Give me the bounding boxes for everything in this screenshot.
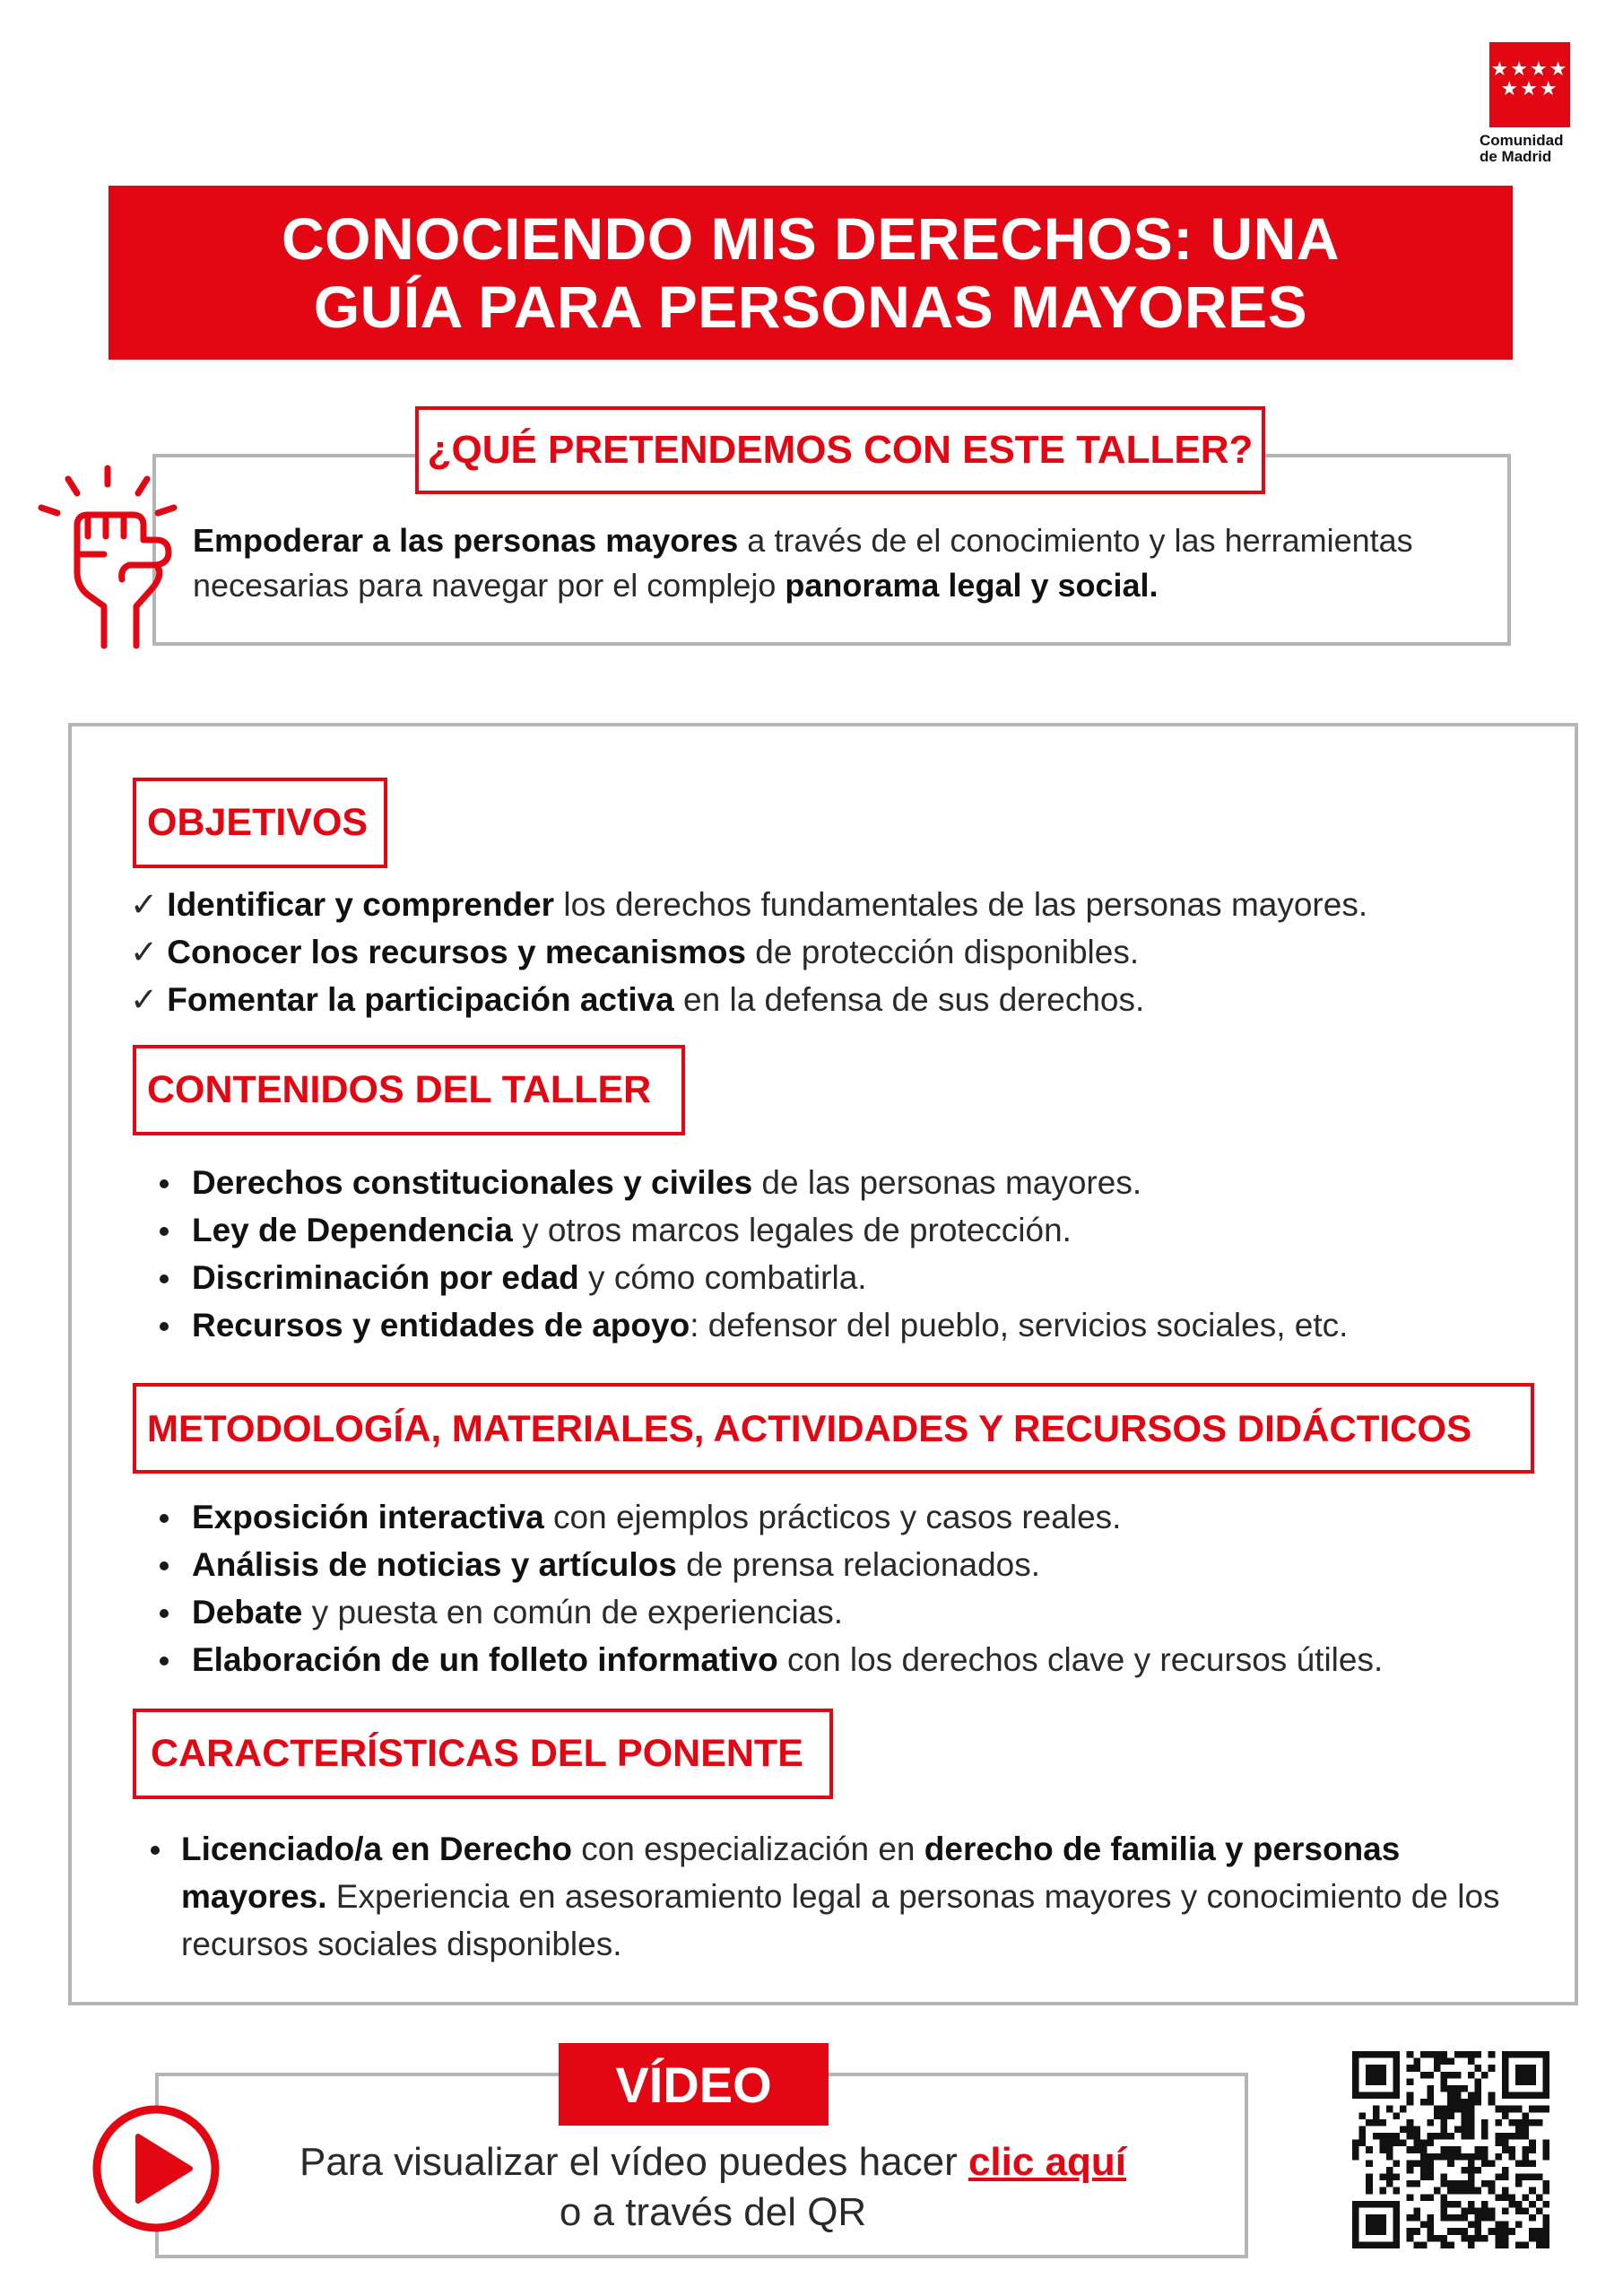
item-bold: Derechos constitucionales y civiles bbox=[192, 1164, 753, 1201]
check-icon: ✓ bbox=[130, 886, 159, 923]
item-text: con los derechos clave y recursos útiles. bbox=[777, 1641, 1384, 1678]
logo-text-line2: de Madrid bbox=[1480, 148, 1552, 165]
intro-text bbox=[193, 518, 1502, 608]
metodologia-heading: METODOLOGÍA, MATERIALES, ACTIVIDADES Y RECURSOS DIDÁCTICOS bbox=[133, 1383, 1534, 1474]
list-item bbox=[135, 1588, 1533, 1636]
list-item bbox=[130, 928, 1529, 976]
item-bold: Debate bbox=[192, 1594, 303, 1631]
metodologia-list bbox=[135, 1493, 1533, 1683]
list-item bbox=[135, 1493, 1533, 1541]
item-bold: Ley de Dependencia bbox=[192, 1212, 513, 1248]
item-bold: Elaboración de un folleto informativo bbox=[192, 1641, 778, 1678]
item-text: con ejemplos prácticos y casos reales. bbox=[543, 1499, 1122, 1535]
objetivos-heading: OBJETIVOS bbox=[133, 778, 387, 868]
item-bold: derecho de familia y personas mayores. bbox=[181, 1831, 1401, 1915]
intro-bold-2: panorama legal y social. bbox=[785, 567, 1159, 604]
item-bold: Conocer los recursos y mecanismos bbox=[167, 934, 747, 970]
title-banner bbox=[108, 186, 1513, 360]
video-text-before: Para visualizar el vídeo puedes hacer bbox=[299, 2140, 968, 2184]
item-bold: Licenciado/a en Derecho bbox=[181, 1831, 572, 1867]
comunidad-madrid-logo bbox=[1489, 42, 1570, 127]
item-bold: Discriminación por edad bbox=[192, 1259, 579, 1296]
ponente-heading: CARACTERÍSTICAS DEL PONENTE bbox=[133, 1709, 833, 1799]
item-text: de protección disponibles. bbox=[746, 934, 1140, 970]
intro-heading: ¿QUÉ PRETENDEMOS CON ESTE TALLER? bbox=[415, 406, 1265, 494]
logo-text bbox=[1480, 133, 1587, 165]
item-bold: Recursos y entidades de apoyo bbox=[192, 1307, 690, 1344]
list-item bbox=[130, 881, 1529, 928]
logo-stars: ★★★★ ★★★ bbox=[1490, 58, 1569, 100]
list-item bbox=[135, 1254, 1533, 1301]
video-text bbox=[233, 2137, 1193, 2238]
item-text: : defensor del pueblo, servicios sociales, etc. bbox=[690, 1307, 1349, 1344]
item-text: y puesta en común de experiencias. bbox=[302, 1594, 844, 1631]
intro-text-1: a través de el conocimiento y las herramientas necesarias para navegar por el complejo bbox=[193, 522, 1413, 604]
list-item bbox=[135, 1206, 1533, 1254]
raised-fist-icon bbox=[34, 456, 191, 653]
item-text: en la defensa de sus derechos. bbox=[673, 981, 1145, 1018]
list-item bbox=[135, 1301, 1533, 1349]
list-item bbox=[135, 1159, 1533, 1206]
item-text: con especialización en bbox=[571, 1831, 924, 1867]
contenidos-list bbox=[135, 1159, 1533, 1349]
item-text: y otros marcos legales de protección. bbox=[512, 1212, 1072, 1248]
objetivos-list bbox=[130, 881, 1529, 1023]
video-link[interactable]: clic aquí bbox=[968, 2140, 1127, 2184]
item-text: los derechos fundamentales de las personas mayores. bbox=[554, 886, 1368, 923]
play-icon[interactable] bbox=[90, 2102, 222, 2235]
check-icon: ✓ bbox=[130, 981, 159, 1018]
list-item bbox=[126, 1825, 1524, 1968]
item-bold: Exposición interactiva bbox=[192, 1499, 544, 1535]
list-item bbox=[130, 976, 1529, 1023]
list-item bbox=[135, 1636, 1533, 1683]
qr-code[interactable] bbox=[1352, 2051, 1549, 2248]
page-title: CONOCIENDO MIS DERECHOS: UNA GUÍA PARA PERSONAS MAYORES bbox=[281, 205, 1341, 340]
item-bold: Análisis de noticias y artículos bbox=[192, 1546, 677, 1583]
item-text: Experiencia en asesoramiento legal a personas mayores y conocimiento de los recursos sociales disponibles. bbox=[181, 1878, 1500, 1962]
check-icon: ✓ bbox=[130, 934, 159, 970]
item-text: de las personas mayores. bbox=[752, 1164, 1142, 1201]
item-bold: Fomentar la participación activa bbox=[167, 981, 674, 1018]
item-text: y cómo combatirla. bbox=[578, 1259, 867, 1296]
logo-text-line1: Comunidad bbox=[1480, 132, 1564, 149]
intro-bold-1: Empoderar a las personas mayores bbox=[193, 522, 739, 559]
video-text-after: o a través del QR bbox=[559, 2190, 867, 2234]
contenidos-heading: CONTENIDOS DEL TALLER bbox=[133, 1045, 685, 1135]
video-heading: VÍDEO bbox=[559, 2043, 829, 2126]
item-bold: Identificar y comprender bbox=[167, 886, 555, 923]
item-text: de prensa relacionados. bbox=[676, 1546, 1041, 1583]
list-item bbox=[135, 1541, 1533, 1588]
ponente-list bbox=[126, 1825, 1524, 1968]
